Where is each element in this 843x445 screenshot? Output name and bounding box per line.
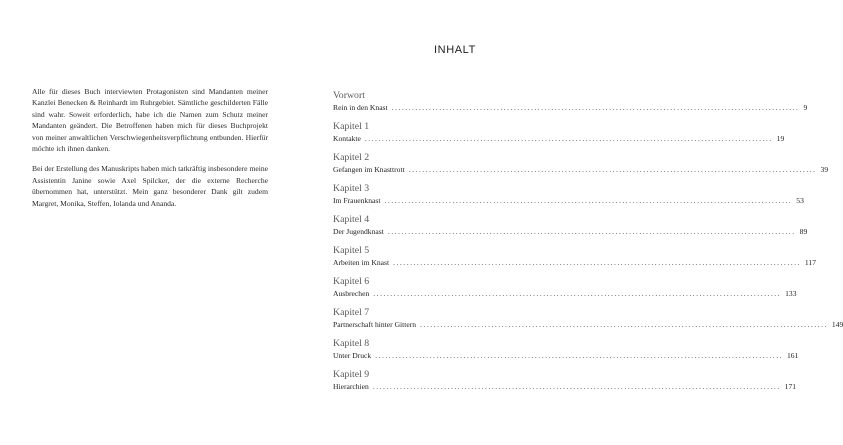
toc-page-number: 171 (784, 382, 797, 391)
toc-leader-dots: ........................................................................................................................ (391, 103, 800, 112)
toc-leader-dots: ........................................................................................................................ (393, 258, 801, 267)
toc-chapter-vorwort (333, 90, 808, 121)
toc-chapter-6 (333, 276, 797, 307)
toc-entry[interactable] (333, 319, 843, 330)
toc-chapter-5 (333, 245, 817, 276)
acknowledgement-paragraph-1: Alle für dieses Buch interviewten Protagonisten sind Mandanten meiner Kanzlei Benecken & Reinhardt im Ruhrgebiet. Sämtliche geschilderten Fälle sind wahr. Soweit erforderlich, habe ich die Namen zum Schutz meiner Mandanten geändert. Die Betroffenen haben mich für dieses Buchprojekt von meiner anwaltlichen Verschwiegenheitsverpflichtung entbunden. Hierfür möchte ich ihnen danken. (32, 87, 268, 154)
toc-entry-title: Ausbrechen (333, 289, 370, 298)
acknowledgements-text (32, 86, 268, 218)
toc-entry-title: Unter Druck (333, 351, 372, 360)
toc-entry-title: Rein in den Knast (333, 103, 388, 112)
toc-page-number: 117 (804, 258, 817, 267)
toc-page-number: 161 (786, 351, 799, 360)
toc-chapter-label: Kapitel 2 (333, 152, 370, 163)
acknowledgement-paragraph-2: Bei der Erstellung des Manuskripts haben mich tatkräftig insbesondere meine Assistentin Janine sowie Axel Spilcker, der die externe Recherche übernommen hat, unterstützt. Mein ganz besonderer Dank gilt zudem Margret, Monika, Steffen, Iolanda und Ananda. (32, 164, 268, 208)
toc-chapter-7 (333, 307, 843, 338)
toc-page-number: 53 (796, 196, 804, 205)
right-page (300, 0, 843, 445)
toc-leader-dots: ........................................................................................................................ (373, 289, 782, 298)
toc-page-number: 39 (820, 165, 829, 174)
toc-entry-title: Kontakte (333, 134, 361, 143)
toc-chapter-label: Vorwort (333, 90, 365, 101)
toc-leader-dots: ........................................................................................................................ (420, 320, 828, 329)
toc-chapter-2 (333, 152, 829, 183)
toc-page-number: 9 (803, 103, 808, 112)
toc-chapter-label: Kapitel 9 (333, 369, 370, 380)
toc-chapter-3 (333, 183, 804, 214)
toc-leader-dots: ........................................................................................................................ (364, 134, 773, 143)
toc-entry-title: Der Jugendknast (333, 227, 384, 236)
toc-entry[interactable] (333, 102, 808, 113)
toc-chapter-4 (333, 214, 808, 245)
toc-entry[interactable] (333, 164, 829, 175)
toc-leader-dots: ........................................................................................................................ (375, 351, 783, 360)
toc-chapter-8 (333, 338, 799, 369)
toc-chapter-label: Kapitel 3 (333, 183, 370, 194)
toc-chapter-label: Kapitel 6 (333, 276, 370, 287)
toc-leader-dots: ........................................................................................................................ (372, 382, 781, 391)
toc-leader-dots: ........................................................................................................................ (387, 227, 796, 236)
toc-leader-dots: ........................................................................................................................ (408, 165, 817, 174)
toc-chapter-label: Kapitel 4 (333, 214, 370, 225)
toc-chapter-label: Kapitel 5 (333, 245, 370, 256)
toc-chapter-9 (333, 369, 797, 400)
toc-entry[interactable] (333, 195, 804, 206)
toc-entry-title: Arbeiten im Knast (333, 258, 390, 267)
toc-chapter-1 (333, 121, 785, 152)
toc-entry[interactable] (333, 226, 808, 237)
toc-chapter-label: Kapitel 8 (333, 338, 370, 349)
toc-entry-title: Partnerschaft hinter Gittern (333, 320, 417, 329)
toc-entry-title: Gefangen im Knasttrott (333, 165, 405, 174)
toc-page-number: 133 (785, 289, 797, 298)
toc-entry[interactable] (333, 133, 785, 144)
toc-entry[interactable] (333, 288, 797, 299)
toc-page-number: 149 (831, 320, 843, 329)
table-of-contents (333, 90, 843, 400)
toc-entry[interactable] (333, 381, 797, 392)
toc-entry[interactable] (333, 257, 817, 268)
toc-chapter-label: Kapitel 7 (333, 307, 370, 318)
toc-entry[interactable] (333, 350, 799, 361)
toc-heading: INHALT (434, 44, 476, 56)
toc-page-number: 89 (799, 227, 808, 236)
toc-entry-title: Hierarchien (333, 382, 369, 391)
toc-leader-dots: ........................................................................................................................ (384, 196, 793, 205)
left-page (0, 0, 300, 445)
toc-chapter-label: Kapitel 1 (333, 121, 370, 132)
toc-page-number: 19 (776, 134, 785, 143)
toc-entry-title: Im Frauenknast (333, 196, 381, 205)
